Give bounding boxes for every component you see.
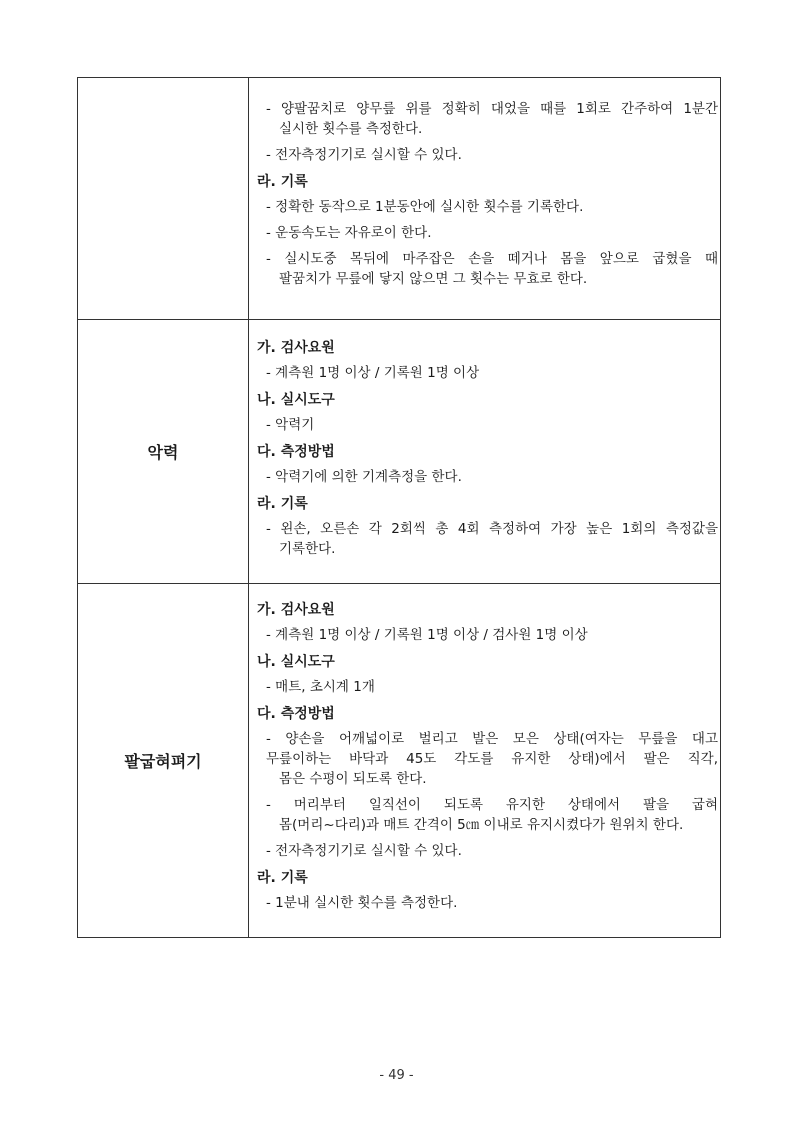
section-heading: 나. 실시도구 [257, 654, 335, 670]
row-label: 팔굽혀펴기 [78, 584, 249, 938]
table-row [78, 320, 721, 584]
list-item: - 양팔꿈치로 양무릎 위를 정확히 대었을 때를 1회로 간주하여 1분간 실시한 횟수를 측정한다. [266, 101, 718, 137]
section-heading: 가. 검사요원 [257, 340, 335, 356]
table-row [78, 584, 721, 938]
list-item: - 계측원 1명 이상 / 기록원 1명 이상 / 검사원 1명 이상 [266, 627, 588, 643]
section-heading: 가. 검사요원 [257, 602, 335, 618]
list-item: - 악력기 [266, 417, 315, 433]
row-content [249, 320, 721, 584]
row-label: 악력 [78, 320, 249, 584]
section-heading: 라. 기록 [257, 174, 308, 190]
list-item: - 정확한 동작으로 1분동안에 실시한 횟수를 기록한다. [266, 199, 584, 215]
list-item: - 운동속도는 자유로이 한다. [266, 225, 432, 241]
list-item: - 매트, 초시계 1개 [266, 679, 375, 695]
section-heading: 라. 기록 [257, 496, 308, 512]
list-item: - 1분내 실시한 횟수를 측정한다. [266, 895, 458, 911]
list-item: - 양손을 어깨넓이로 벌리고 발은 모은 상태(여자는 무릎을 대고 무릎이하는 바닥과 45도 각도를 유지한 상태)에서 팔은 직각, 몸은 수평이 되도록 한다. [266, 731, 718, 787]
list-item: - 머리부터 일직선이 되도록 유지한 상태에서 팔을 굽혀 몸(머리~다리)과 매트 간격이 5㎝ 이내로 유지시켰다가 원위치 한다. [266, 797, 718, 833]
list-item: - 악력기에 의한 기계측정을 한다. [266, 469, 462, 485]
row-content [249, 584, 721, 938]
section-heading: 다. 측정방법 [257, 706, 335, 722]
list-item: - 전자측정기기로 실시할 수 있다. [266, 147, 462, 163]
section-heading: 라. 기록 [257, 870, 308, 886]
table-row [78, 78, 721, 320]
list-item: - 전자측정기기로 실시할 수 있다. [266, 843, 462, 859]
list-item: - 실시도중 목뒤에 마주잡은 손을 떼거나 몸을 앞으로 굽혔을 때 팔꿈치가 무릎에 닿지 않으면 그 횟수는 무효로 한다. [266, 251, 718, 287]
list-item: - 계측원 1명 이상 / 기록원 1명 이상 [266, 365, 480, 381]
section-heading: 나. 실시도구 [257, 392, 335, 408]
section-heading: 다. 측정방법 [257, 444, 335, 460]
page-number: - 49 - [379, 1068, 414, 1083]
row-content [249, 78, 721, 320]
list-item: - 왼손, 오른손 각 2회씩 총 4회 측정하여 가장 높은 1회의 측정값을 기록한다. [266, 521, 718, 557]
test-method-table [77, 77, 721, 938]
row-label [78, 78, 249, 320]
